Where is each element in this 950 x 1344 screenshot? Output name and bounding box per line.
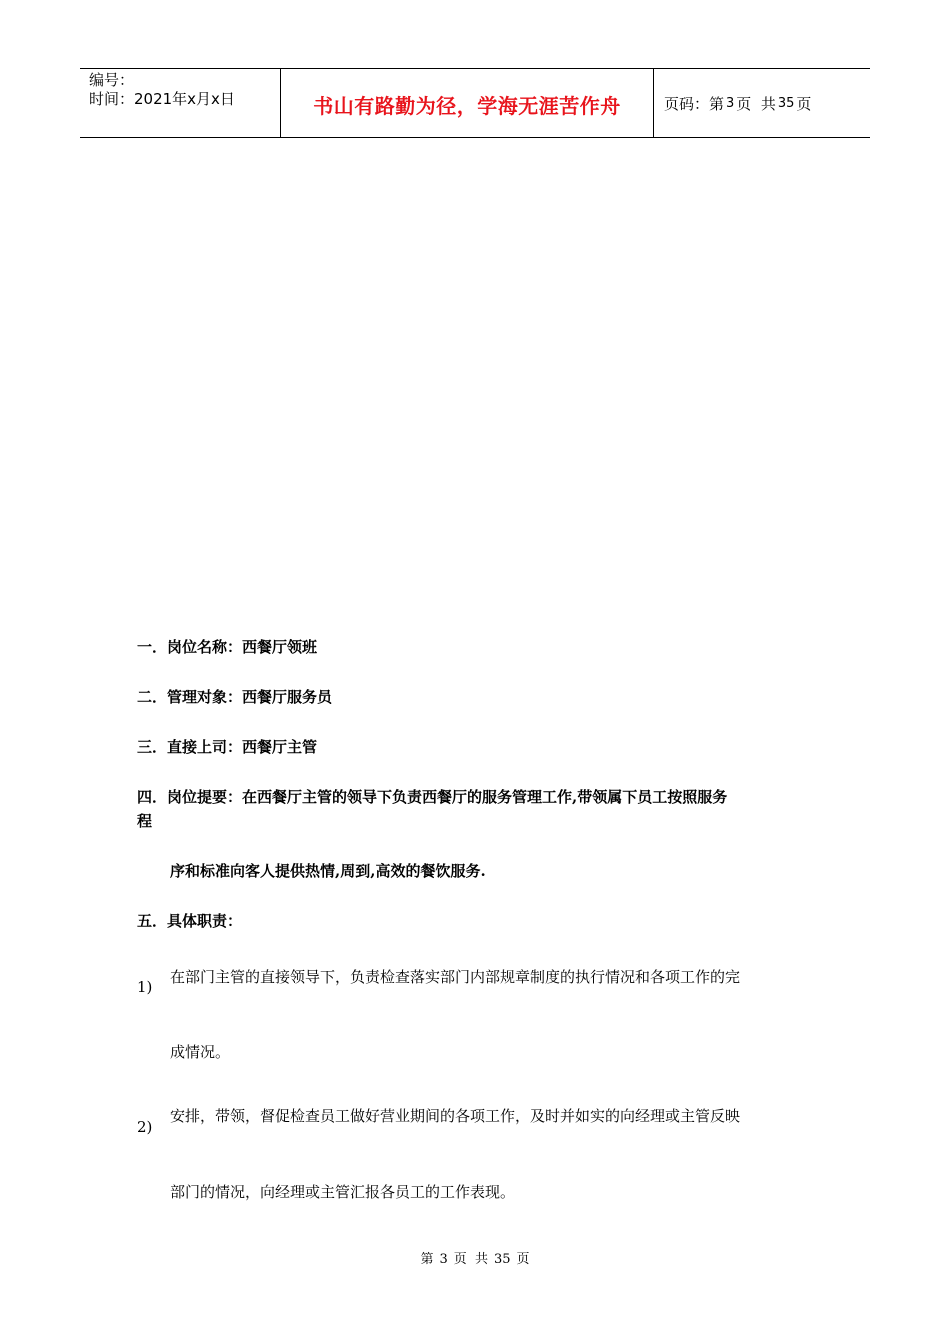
duty-item-1-number: 1) xyxy=(137,978,153,996)
duty-item-2-text-a: 安排，带领，督促检查员工做好营业期间的各项工作，及时并如实的向经理或主管反映 xyxy=(170,1107,741,1125)
direct-superior: 三．直接上司：西餐厅主管 xyxy=(137,738,318,756)
header-page-info xyxy=(654,69,870,137)
position-summary-line1: 四．岗位提要：在西餐厅主管的领导下负责西餐厅的服务管理工作,带领属下员工按照服务 xyxy=(137,788,728,806)
position-summary-line2: 程 xyxy=(137,812,153,830)
header-motto-cell xyxy=(281,69,654,137)
footer-total: 35 xyxy=(494,1252,511,1267)
number-label: 编号： xyxy=(89,71,135,89)
specific-duties-heading: 五．具体职责： xyxy=(137,912,243,930)
footer-current: 3 xyxy=(439,1252,448,1267)
document-header xyxy=(80,68,870,138)
position-name: 一．岗位名称：西餐厅领班 xyxy=(137,638,318,656)
page-total: 35 xyxy=(777,95,795,111)
management-target: 二．管理对象：西餐厅服务员 xyxy=(137,688,333,706)
position-summary-line3: 序和标准向客人提供热情,周到,高效的餐饮服务. xyxy=(170,862,486,880)
page-prefix: 页码：第 xyxy=(664,94,725,113)
duty-item-1-text-a: 在部门主管的直接领导下，负责检查落实部门内部规章制度的执行情况和各项工作的完 xyxy=(170,968,741,986)
duty-item-2-text-b: 部门的情况，向经理或主管汇报各员工的工作表现。 xyxy=(170,1183,516,1201)
time-label: 时间：2021年x月x日 xyxy=(89,90,235,108)
page-footer xyxy=(0,1248,950,1267)
footer-suffix: 页 xyxy=(516,1252,530,1267)
footer-prefix: 第 xyxy=(420,1252,434,1267)
page-suffix: 页 xyxy=(796,94,812,113)
footer-mid: 页 共 xyxy=(453,1252,488,1267)
duty-item-1-text-b: 成情况。 xyxy=(170,1043,231,1061)
page-current: 3 xyxy=(726,95,735,111)
page-mid: 页 共 xyxy=(736,94,776,113)
duty-item-2-number: 2) xyxy=(137,1118,153,1136)
motto: 书山有路勤为径，学海无涯苦作舟 xyxy=(313,93,621,118)
header-meta xyxy=(80,69,281,137)
